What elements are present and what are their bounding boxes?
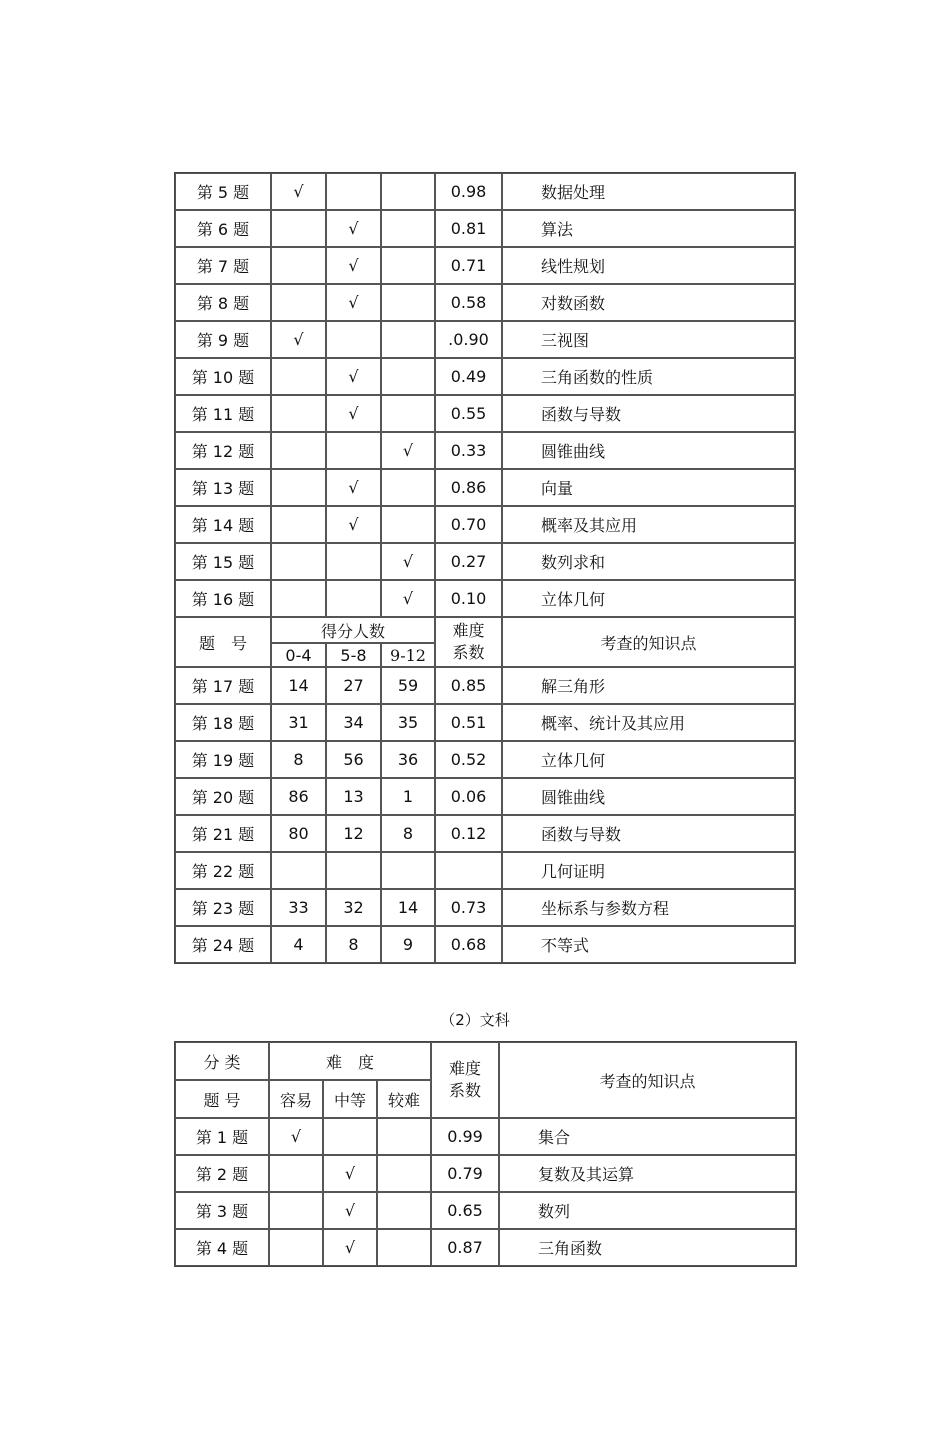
cell-q: 第 2 题 [175, 1155, 269, 1192]
cell-q: 第 19 题 [175, 741, 271, 778]
subjective-rows [175, 667, 795, 963]
table-row [175, 926, 795, 963]
cell-easy [271, 432, 326, 469]
cell-a: 8 [271, 741, 326, 778]
cell-hard [377, 1192, 431, 1229]
cell-topic: 数列求和 [502, 543, 795, 580]
cell-coef: 0.68 [435, 926, 502, 963]
cell-q: 第 8 题 [175, 284, 271, 321]
cell-easy [271, 543, 326, 580]
header-medium: 中等 [323, 1080, 377, 1118]
table-row [175, 580, 795, 617]
cell-topic: 立体几何 [502, 580, 795, 617]
cell-hard: √ [381, 543, 435, 580]
cell-medium: √ [326, 210, 381, 247]
cell-hard [377, 1155, 431, 1192]
cell-coef: 0.71 [435, 247, 502, 284]
cell-hard [381, 284, 435, 321]
cell-c: 1 [381, 778, 435, 815]
cell-medium [326, 321, 381, 358]
cell-topic: 概率及其应用 [502, 506, 795, 543]
cell-topic: 三角函数的性质 [502, 358, 795, 395]
header-question: 题 号 [175, 617, 271, 667]
cell-medium: √ [323, 1155, 377, 1192]
cell-topic: 算法 [502, 210, 795, 247]
cell-b: 13 [326, 778, 381, 815]
cell-easy [271, 469, 326, 506]
table-row [175, 247, 795, 284]
cell-hard: √ [381, 580, 435, 617]
cell-q: 第 7 题 [175, 247, 271, 284]
table-row [175, 778, 795, 815]
cell-medium: √ [326, 284, 381, 321]
table-row [175, 284, 795, 321]
table-row [175, 173, 795, 210]
cell-medium: √ [326, 469, 381, 506]
cell-b: 34 [326, 704, 381, 741]
cell-topic: 解三角形 [502, 667, 795, 704]
cell-topic: 几何证明 [502, 852, 795, 889]
table-row [175, 815, 795, 852]
cell-q: 第 12 题 [175, 432, 271, 469]
cell-coef: 0.33 [435, 432, 502, 469]
cell-c: 9 [381, 926, 435, 963]
cell-medium [326, 543, 381, 580]
cell-c: 14 [381, 889, 435, 926]
cell-easy [271, 580, 326, 617]
cell-topic: 线性规划 [502, 247, 795, 284]
cell-coef: 0.79 [431, 1155, 499, 1192]
cell-q: 第 20 题 [175, 778, 271, 815]
cell-coef: 0.98 [435, 173, 502, 210]
header-difficulty: 难 度 [269, 1042, 431, 1080]
cell-easy [269, 1229, 323, 1266]
cell-easy [269, 1155, 323, 1192]
cell-hard [381, 210, 435, 247]
cell-coef: 0.49 [435, 358, 502, 395]
cell-coef: 0.85 [435, 667, 502, 704]
cell-hard [381, 173, 435, 210]
cell-hard [377, 1118, 431, 1155]
score-header [175, 617, 795, 667]
header-coef-line2: 系数 [452, 643, 485, 662]
cell-easy [271, 247, 326, 284]
cell-q: 第 1 题 [175, 1118, 269, 1155]
cell-medium [326, 580, 381, 617]
cell-c: 35 [381, 704, 435, 741]
cell-c: 59 [381, 667, 435, 704]
cell-hard [381, 469, 435, 506]
cell-coef: 0.81 [435, 210, 502, 247]
header-score-group: 得分人数 [271, 617, 435, 643]
cell-q: 第 4 题 [175, 1229, 269, 1266]
header-band-0-4: 0-4 [271, 643, 326, 667]
cell-coef: 0.55 [435, 395, 502, 432]
cell-topic: 集合 [499, 1118, 796, 1155]
t2-rows [175, 1118, 796, 1266]
cell-q: 第 21 题 [175, 815, 271, 852]
cell-q: 第 6 题 [175, 210, 271, 247]
t2-header-coef [431, 1042, 499, 1118]
cell-topic: 复数及其运算 [499, 1155, 796, 1192]
table-row [175, 704, 795, 741]
cell-hard [381, 395, 435, 432]
cell-hard [381, 358, 435, 395]
cell-hard [381, 321, 435, 358]
liberal-arts-difficulty-table [174, 1041, 797, 1267]
cell-a: 4 [271, 926, 326, 963]
cell-b: 8 [326, 926, 381, 963]
header-band-5-8: 5-8 [326, 643, 381, 667]
cell-topic: 函数与导数 [502, 395, 795, 432]
header-topic: 考查的知识点 [502, 617, 795, 667]
cell-c: 8 [381, 815, 435, 852]
cell-q: 第 10 题 [175, 358, 271, 395]
cell-coef: 0.12 [435, 815, 502, 852]
cell-coef [435, 852, 502, 889]
table-row [175, 1118, 796, 1155]
cell-q: 第 13 题 [175, 469, 271, 506]
cell-easy [271, 210, 326, 247]
cell-coef: 0.86 [435, 469, 502, 506]
table-row [175, 1192, 796, 1229]
cell-easy [271, 358, 326, 395]
cell-hard [381, 506, 435, 543]
cell-c [381, 852, 435, 889]
t2-header-question: 题 号 [175, 1080, 269, 1118]
cell-easy: √ [269, 1118, 323, 1155]
cell-medium [326, 432, 381, 469]
cell-easy: √ [271, 321, 326, 358]
table-row [175, 889, 795, 926]
cell-topic: 三角函数 [499, 1229, 796, 1266]
cell-coef: 0.52 [435, 741, 502, 778]
cell-q: 第 11 题 [175, 395, 271, 432]
table-row [175, 506, 795, 543]
cell-topic: 对数函数 [502, 284, 795, 321]
table-row [175, 741, 795, 778]
cell-coef: 0.65 [431, 1192, 499, 1229]
cell-q: 第 3 题 [175, 1192, 269, 1229]
cell-coef: 0.99 [431, 1118, 499, 1155]
cell-coef: 0.58 [435, 284, 502, 321]
cell-coef: 0.73 [435, 889, 502, 926]
cell-easy [271, 284, 326, 321]
cell-a: 14 [271, 667, 326, 704]
cell-q: 第 15 题 [175, 543, 271, 580]
cell-topic: 数列 [499, 1192, 796, 1229]
cell-coef: 0.10 [435, 580, 502, 617]
cell-b: 32 [326, 889, 381, 926]
cell-b: 56 [326, 741, 381, 778]
cell-medium: √ [326, 247, 381, 284]
cell-a: 33 [271, 889, 326, 926]
header-band-9-12: 9-12 [381, 643, 435, 667]
cell-a: 31 [271, 704, 326, 741]
cell-easy: √ [271, 173, 326, 210]
cell-medium: √ [326, 358, 381, 395]
cell-q: 第 14 题 [175, 506, 271, 543]
table-row [175, 321, 795, 358]
cell-coef: 0.27 [435, 543, 502, 580]
cell-medium [326, 173, 381, 210]
cell-hard: √ [381, 432, 435, 469]
header-row [175, 617, 795, 643]
t2-header-row [175, 1042, 796, 1080]
cell-medium: √ [326, 395, 381, 432]
table-row [175, 667, 795, 704]
cell-medium [323, 1118, 377, 1155]
t2-header-topic: 考查的知识点 [499, 1042, 796, 1118]
cell-hard [381, 247, 435, 284]
cell-topic: 立体几何 [502, 741, 795, 778]
cell-b: 27 [326, 667, 381, 704]
objective-rows [175, 173, 795, 617]
table-row [175, 852, 795, 889]
header-coef [435, 617, 502, 667]
science-difficulty-table [174, 172, 796, 964]
cell-easy [269, 1192, 323, 1229]
table-row [175, 543, 795, 580]
header-coef-line1: 难度 [452, 620, 485, 640]
cell-hard [377, 1229, 431, 1266]
cell-medium: √ [323, 1229, 377, 1266]
table-row [175, 358, 795, 395]
cell-medium: √ [326, 506, 381, 543]
table-row [175, 395, 795, 432]
section-caption: （2）文科 [440, 1011, 510, 1029]
cell-q: 第 16 题 [175, 580, 271, 617]
t2-header [175, 1042, 796, 1118]
cell-topic: 向量 [502, 469, 795, 506]
cell-b [326, 852, 381, 889]
cell-topic: 不等式 [502, 926, 795, 963]
table-row [175, 469, 795, 506]
cell-a [271, 852, 326, 889]
cell-a: 80 [271, 815, 326, 852]
cell-coef: 0.06 [435, 778, 502, 815]
cell-c: 36 [381, 741, 435, 778]
cell-coef: 0.87 [431, 1229, 499, 1266]
t2-header-coef-line1: 难度 [448, 1058, 481, 1078]
cell-topic: 三视图 [502, 321, 795, 358]
cell-easy [271, 395, 326, 432]
cell-easy [271, 506, 326, 543]
cell-topic: 坐标系与参数方程 [502, 889, 795, 926]
header-easy: 容易 [269, 1080, 323, 1118]
header-hard: 较难 [377, 1080, 431, 1118]
cell-topic: 函数与导数 [502, 815, 795, 852]
cell-q: 第 5 题 [175, 173, 271, 210]
cell-coef: 0.70 [435, 506, 502, 543]
table-row [175, 210, 795, 247]
cell-q: 第 24 题 [175, 926, 271, 963]
cell-a: 86 [271, 778, 326, 815]
cell-topic: 概率、统计及其应用 [502, 704, 795, 741]
cell-topic: 圆锥曲线 [502, 778, 795, 815]
table-row [175, 1155, 796, 1192]
cell-q: 第 23 题 [175, 889, 271, 926]
cell-coef: 0.51 [435, 704, 502, 741]
cell-topic: 圆锥曲线 [502, 432, 795, 469]
header-category: 分 类 [175, 1042, 269, 1080]
table-row [175, 1229, 796, 1266]
table-row [175, 432, 795, 469]
cell-coef: .0.90 [435, 321, 502, 358]
cell-q: 第 22 题 [175, 852, 271, 889]
cell-medium: √ [323, 1192, 377, 1229]
cell-b: 12 [326, 815, 381, 852]
t2-header-coef-line2: 系数 [448, 1081, 481, 1100]
cell-q: 第 18 题 [175, 704, 271, 741]
cell-topic: 数据处理 [502, 173, 795, 210]
cell-q: 第 9 题 [175, 321, 271, 358]
cell-q: 第 17 题 [175, 667, 271, 704]
